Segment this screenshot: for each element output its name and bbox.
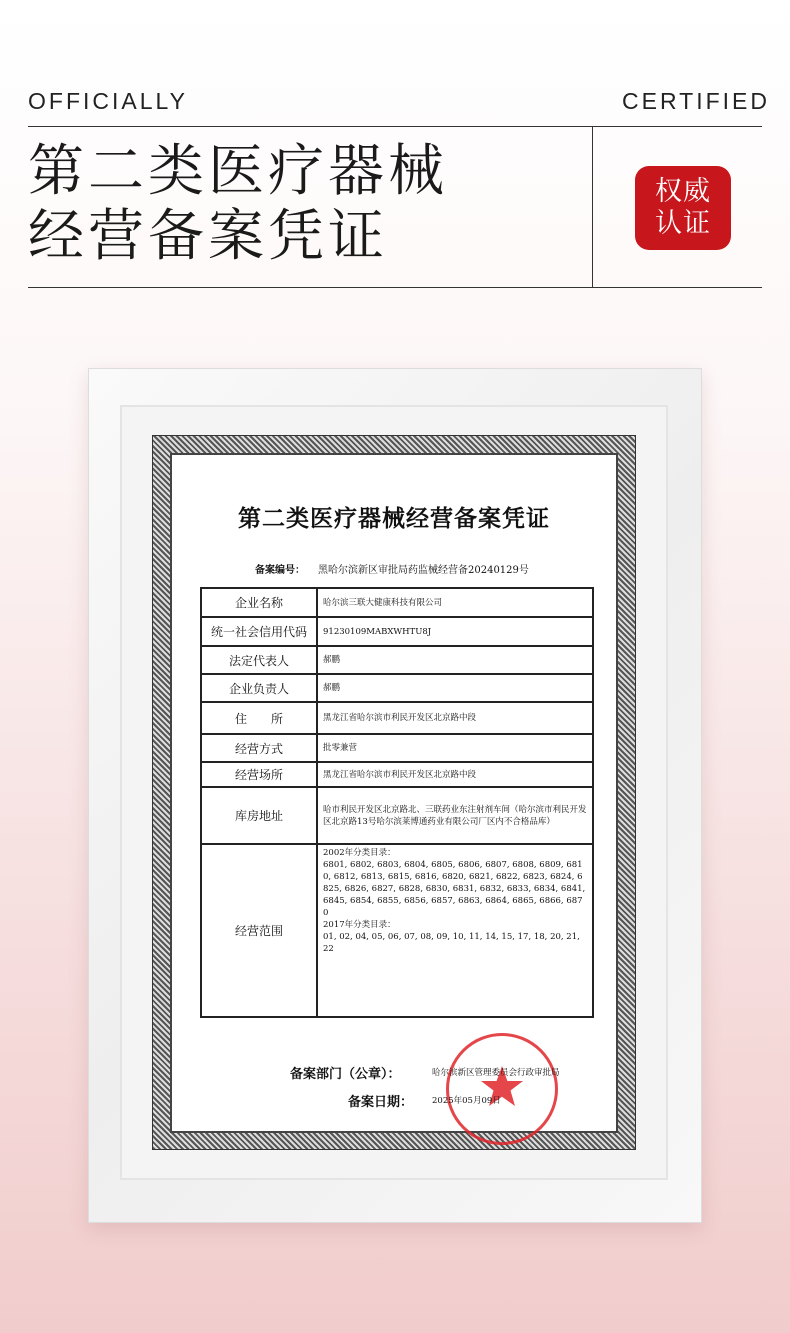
row-label: 库房地址 — [201, 787, 317, 844]
row-label: 经营方式 — [201, 734, 317, 762]
table-row — [201, 646, 593, 674]
row-label: 企业名称 — [201, 588, 317, 617]
table-row — [201, 617, 593, 646]
row-label: 企业负责人 — [201, 674, 317, 702]
table-row — [201, 787, 593, 844]
row-value: 哈市利民开发区北京路北、三联药业东注射剂车间（哈尔滨市利民开发区北京路13号哈尔滨莱博通药业有限公司厂区内不合格品库） — [317, 787, 593, 844]
dept-label: 备案部门（公章）： — [290, 1067, 401, 1082]
row-value: 批零兼营 — [317, 734, 593, 762]
row-value: 91230109MABXWHTU8J — [317, 617, 593, 646]
officially-label: OFFICIALLY — [28, 88, 188, 114]
row-value: 黑龙江省哈尔滨市利民开发区北京路中段 — [317, 762, 593, 787]
certificate-table — [200, 587, 594, 1018]
row-label: 统一社会信用代码 — [201, 617, 317, 646]
dept-value: 哈尔滨新区管理委员会行政审批局 — [432, 1068, 560, 1078]
certified-label: CERTIFIED — [622, 88, 770, 114]
badge-line2: 认证 — [655, 208, 711, 239]
table-row — [201, 734, 593, 762]
row-label: 经营范围 — [201, 844, 317, 1017]
filing-no: 黑哈尔滨新区审批局药监械经营备20240129号 — [318, 565, 529, 576]
certified-badge — [635, 166, 731, 250]
table-row — [201, 588, 593, 617]
row-value: 2002年分类目录： 6801, 6802, 6803, 6804, 6805, 6806, 6807, 6808, 6809, 6810, 6812, 6813, 6815, 6816, 6820, 6821, 6822, 6823, 6824, 6825, 6826, 6827, 6828, 6830, 6831, 6832, 6833, 6834, 6841, 6845, 6854, 6855, 6856, 6857, 6863, 6864, 6865, 6866, 6870 2017年分类目录： 01, 02, 04, 05, 06, 07, 08, 09, 10, 11, 14, 15, 17, 18, 20, 21, 22 — [317, 844, 593, 1017]
certificate-title: 第二类医疗器械经营备案凭证 — [238, 505, 550, 532]
row-value: 哈尔滨三联大健康科技有限公司 — [317, 588, 593, 617]
table-row — [201, 702, 593, 734]
divider — [592, 126, 593, 287]
row-value: 郝鹏 — [317, 646, 593, 674]
table-row — [201, 844, 593, 1017]
filing-no-label: 备案编号： — [255, 565, 305, 576]
page-title-line1: 第二类医疗器械 — [28, 139, 448, 204]
table-row — [201, 762, 593, 787]
divider — [28, 287, 762, 288]
badge-line1: 权威 — [655, 176, 711, 207]
row-label: 法定代表人 — [201, 646, 317, 674]
divider — [28, 126, 762, 127]
row-label: 住 所 — [201, 702, 317, 734]
official-seal — [446, 1033, 558, 1145]
row-label: 经营场所 — [201, 762, 317, 787]
date-value: 2025年05月09日 — [432, 1096, 501, 1106]
date-label: 备案日期： — [348, 1095, 414, 1110]
page-title-line2: 经营备案凭证 — [28, 204, 388, 269]
row-value: 黑龙江省哈尔滨市利民开发区北京路中段 — [317, 702, 593, 734]
table-row — [201, 674, 593, 702]
row-value: 郝鹏 — [317, 674, 593, 702]
